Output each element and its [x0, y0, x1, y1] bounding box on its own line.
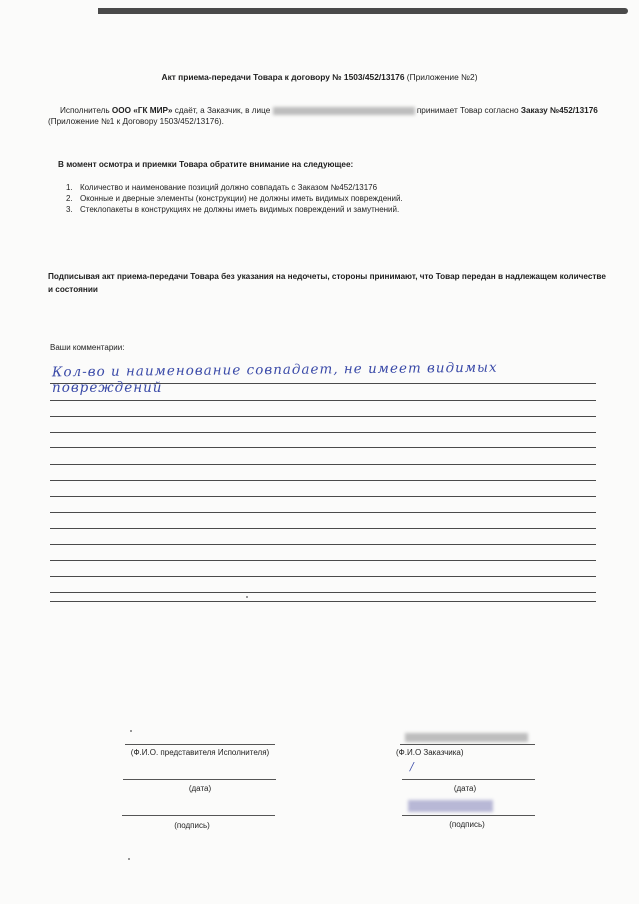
customer-sign-caption: (подпись): [449, 820, 485, 829]
executor-date-line: [123, 779, 276, 780]
handwritten-comment-line2: повреждений: [52, 380, 163, 396]
intro-paragraph: Исполнитель ООО «ГК МИР» сдаёт, а Заказчик, в лице принимает Товар согласно Заказу №452/13176 (Приложение №1 к Договору 1503/452/13176).: [48, 106, 598, 126]
scan-speck: [246, 596, 248, 598]
comment-line: [50, 592, 596, 593]
scan-edge-shadow: [98, 8, 628, 14]
comment-line: [50, 464, 596, 465]
customer-sign-line: [402, 815, 535, 816]
redacted-customer-signature: [408, 800, 493, 812]
attention-heading: В момент осмотра и приемки Товара обратите внимание на следующее:: [58, 160, 354, 169]
customer-date-caption: (дата): [453, 784, 477, 793]
redacted-name: [273, 107, 415, 115]
scan-speck: [128, 858, 130, 860]
comment-line: [50, 576, 596, 577]
comment-line: [50, 480, 596, 481]
comment-line: [50, 512, 596, 513]
acceptance-notice: Подписывая акт приема-передачи Товара без указания на недочеты, стороны принимают, что Товар передан в надлежащем количестве и состоянии: [48, 272, 606, 294]
handwritten-comment-line1: Кол-во и наименование совпадает, не имеет видимых: [51, 359, 498, 381]
list-item: 3. Стеклопакеты в конструкциях не должны иметь видимых повреждений и замутнений.: [66, 205, 400, 214]
executor-name-line: [125, 744, 275, 745]
customer-date-line: [402, 779, 535, 780]
customer-name-line: [400, 744, 535, 745]
comment-line: [50, 560, 596, 561]
comment-line: [50, 544, 596, 545]
customer-mark: /: [410, 760, 415, 773]
comment-line: [50, 496, 596, 497]
order-number: Заказу №452/13176: [520, 106, 598, 115]
comments-label: Ваши комментарии:: [50, 343, 125, 352]
list-item: 1. Количество и наименование позиций должно совпадать с Заказом №452/13176: [66, 183, 378, 192]
comment-line: [50, 447, 596, 448]
list-item: 2. Оконные и дверные элементы (конструкции) не должны иметь видимых повреждений.: [66, 194, 403, 203]
executor-sign-caption: (подпись): [174, 821, 210, 830]
comment-line: [50, 601, 596, 602]
executor-date-caption: (дата): [188, 784, 212, 793]
redacted-customer-name: [405, 733, 528, 742]
comment-line: [50, 432, 596, 433]
comment-line: [50, 528, 596, 529]
document-title: Акт приема-передачи Товара к договору № 1503/452/13176 (Приложение №2): [161, 72, 478, 82]
comment-line: [50, 400, 596, 401]
customer-name-caption: (Ф.И.О Заказчика): [396, 748, 464, 757]
executor-sign-line: [122, 815, 275, 816]
executor-name-caption: (Ф.И.О. представителя Исполнителя): [130, 748, 270, 757]
comment-line: [50, 416, 596, 417]
scan-speck: [130, 730, 132, 732]
checklist: [48, 182, 403, 215]
company-name: ООО «ГК МИР»: [111, 106, 173, 115]
